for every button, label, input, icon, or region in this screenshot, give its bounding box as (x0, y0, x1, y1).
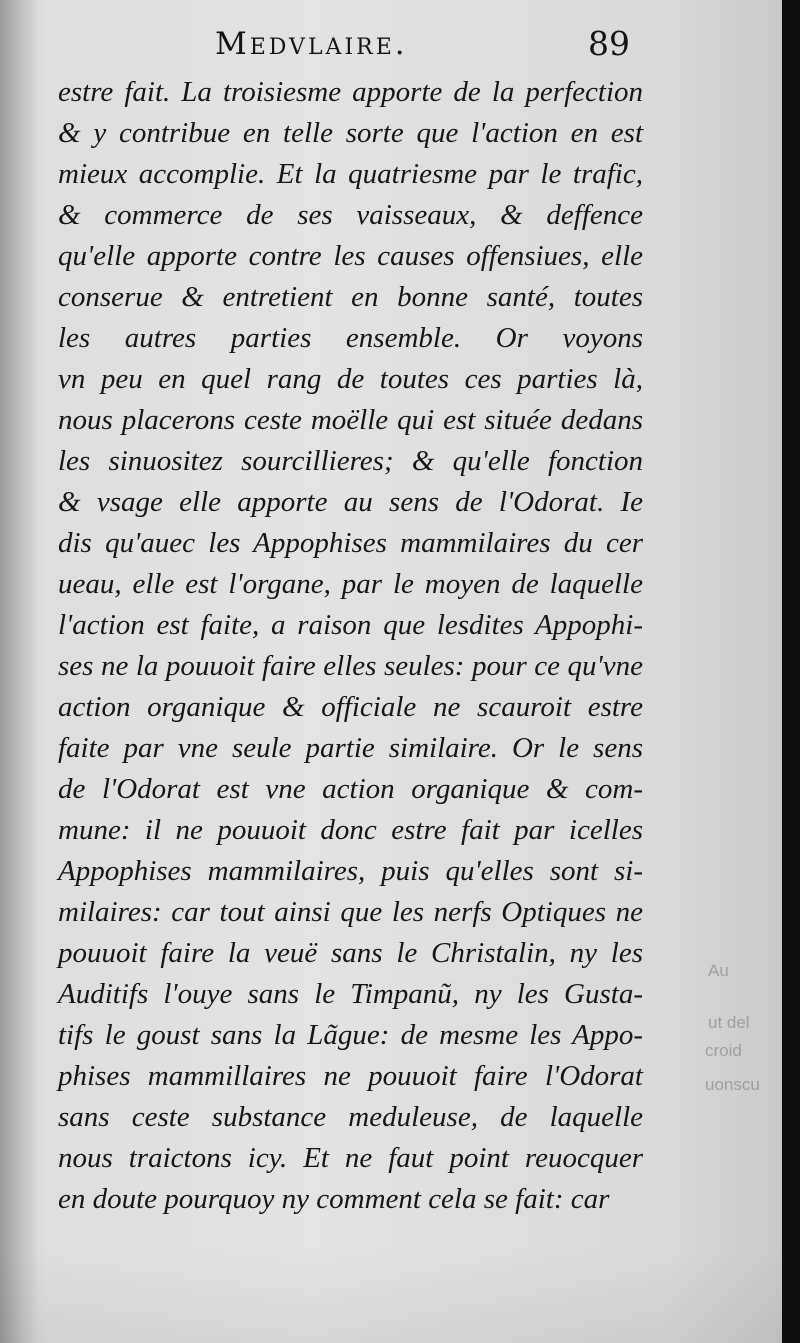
text-line: Appophises mammilaires, puis qu'elles sont si- (58, 855, 643, 887)
page-bottom-shade (0, 1250, 782, 1343)
page-header (60, 22, 640, 70)
text-line: les sinuositez sourcillieres; & qu'elle fonction (58, 445, 643, 477)
text-line: l'action est faite, a raison que lesdites Appophi- (58, 609, 643, 641)
text-line: Auditifs l'ouye sans le Timpanũ, ny les Gusta- (58, 978, 643, 1010)
text-line: vn peu en quel rang de toutes ces parties là, (58, 363, 643, 395)
text-line: ses ne la pouuoit faire elles seules: pour ce qu'vne (58, 650, 643, 682)
text-line: sans ceste substance meduleuse, de laquelle (58, 1101, 643, 1133)
text-line: mune: il ne pouuoit donc estre fait par icelles (58, 814, 643, 846)
text-line: milaires: car tout ainsi que les nerfs Optiques ne (58, 896, 643, 928)
text-line: qu'elle apporte contre les causes offensiues, elle (58, 240, 643, 272)
text-line: pouuoit faire la veuë sans le Christalin, ny les (58, 937, 643, 969)
text-line: & y contribue en telle sorte que l'action en est (58, 117, 643, 149)
text-line: mieux accomplie. Et la quatriesme par le trafic, (58, 158, 643, 190)
text-line: estre fait. La troisiesme apporte de la perfection (58, 76, 643, 108)
text-line: conserue & entretient en bonne santé, toutes (58, 281, 643, 313)
text-line: tifs le goust sans la Lãgue: de mesme les Appo- (58, 1019, 643, 1051)
show-through-text: Au (708, 961, 729, 980)
text-line: phises mammillaires ne pouuoit faire l'Odorat (58, 1060, 643, 1092)
text-line: faite par vne seule partie similaire. Or le sens (58, 732, 643, 764)
page-number: 89 (588, 24, 630, 63)
running-title: Medvlaire. (215, 26, 408, 62)
text-line: nous placerons ceste moëlle qui est située dedans (58, 404, 643, 436)
text-line: & vsage elle apporte au sens de l'Odorat. Ie (58, 486, 643, 518)
spine-shadow (0, 0, 38, 1343)
text-line: action organique & officiale ne scauroit estre (58, 691, 643, 723)
show-through-text: croid (705, 1041, 742, 1060)
text-line: dis qu'auec les Appophises mammilaires du cer (58, 527, 643, 559)
text-line: de l'Odorat est vne action organique & com- (58, 773, 643, 805)
show-through-text: uonscu (705, 1075, 760, 1094)
scan-background-edge (782, 0, 800, 1343)
show-through-text: ut del (708, 1013, 750, 1032)
text-line: les autres parties ensemble. Or voyons (58, 322, 643, 354)
text-line: nous traictons icy. Et ne faut point reuocquer (58, 1142, 643, 1174)
text-line: & commerce de ses vaisseaux, & deffence (58, 199, 643, 231)
body-text (58, 72, 643, 1220)
text-line: ueau, elle est l'organe, par le moyen de laquelle (58, 568, 643, 600)
text-line: en doute pourquoy ny comment cela se fait: car (58, 1183, 610, 1215)
